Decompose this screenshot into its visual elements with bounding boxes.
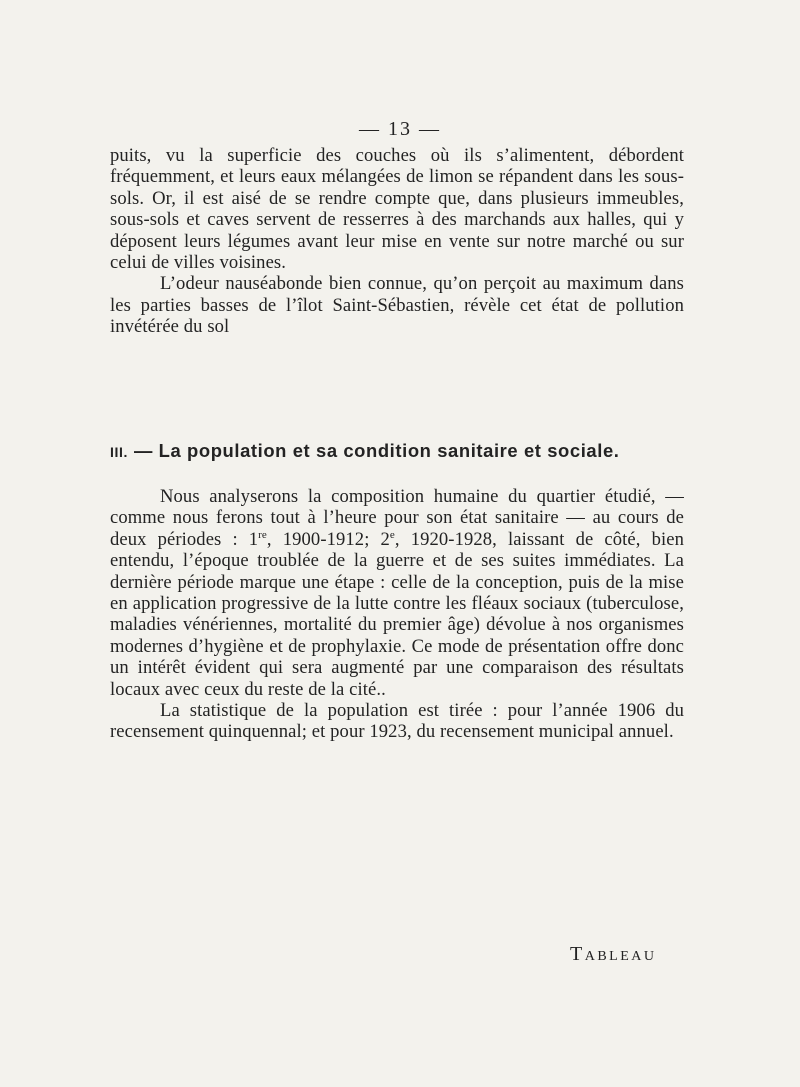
section-heading <box>110 440 710 462</box>
section-numeral: III. <box>110 444 128 460</box>
ordinal-second: e <box>389 528 395 541</box>
text-block-upper <box>110 145 684 338</box>
text-block-lower <box>110 486 684 743</box>
paragraph-composition-part-a: Nous analyserons la composition humaine du quartier étudié, — comme nous ferons tout à l’heure pour son état sanitaire — au cours de deux périodes : 1 <box>110 486 684 550</box>
catchword: Tableau <box>570 943 657 965</box>
paragraph-odeur: L’odeur nauséabonde bien connue, qu’on perçoit au maximum dans les parties basses de l’îlot Saint-Sébastien, révèle cet état de pollution invétérée du sol <box>110 273 684 338</box>
ordinal-first: re <box>258 528 267 541</box>
paragraph-composition-part-c: , 1920-1928, laissant de côté, bien entendu, l’époque troublée de la guerre et de ses suites immédiates. La dernière période marque une étape : celle de la conception, puis de la mise en application progressive de la lutte contre les fléaux sociaux (tuberculose, maladies vénériennes, mortalité du premier âge) dévolue à nos organismes modernes d’hygiène et de prophylaxie. Ce mode de présentation offre donc un intérêt évident qui sera augmenté par une comparaison des résultats locaux avec ceux du reste de la cité.. <box>110 528 685 700</box>
paragraph-composition-part-b: , 1900-1912; 2 <box>266 528 390 550</box>
paragraph-composition <box>110 486 684 700</box>
page-number: — 13 — <box>359 118 441 140</box>
paragraph-statistique: La statistique de la population est tirée : pour l’année 1906 du recensement quinquennal; et pour 1923, du recensement municipal annuel. <box>110 700 684 743</box>
paragraph-pollution-cellars: puits, vu la superficie des couches où ils s’alimentent, débordent fréquemment, et leurs eaux mélangées de limon se répandent dans les sous-sols. Or, il est aisé de se rendre compte que, dans plusieurs immeubles, sous-sols et caves servent de resserres à des marchands aux halles, qui y déposent leurs légumes avant leur mise en vente sur notre marché ou sur celui de villes voisines. <box>110 145 684 274</box>
section-title: — La population et sa condition sanitaire et sociale. <box>133 440 620 461</box>
